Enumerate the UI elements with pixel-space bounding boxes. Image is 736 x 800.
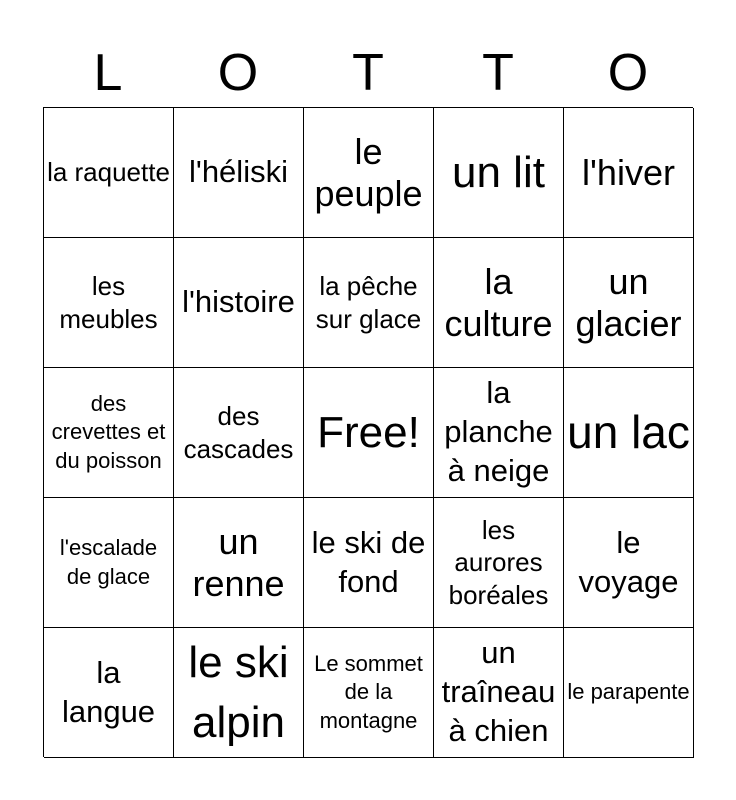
grid-cell[interactable]: [564, 368, 694, 498]
cell-text: la langue: [61, 654, 156, 729]
grid-cell[interactable]: [304, 628, 434, 758]
grid-cell[interactable]: [174, 108, 304, 238]
cell-text: Free!: [317, 407, 420, 457]
cell-text: le parapente: [567, 679, 690, 705]
cell-text: la planche à neige: [444, 375, 553, 488]
cell-text: les meubles: [59, 271, 158, 334]
grid-cell[interactable]: [564, 108, 694, 238]
grid-cell[interactable]: [434, 368, 564, 498]
grid-cell[interactable]: [174, 628, 304, 758]
grid-cell[interactable]: [44, 498, 174, 628]
cell-text: les aurores boréales: [448, 514, 549, 610]
grid-cell[interactable]: [44, 628, 174, 758]
cell-text: l'héliski: [189, 154, 288, 190]
cell-text: un glacier: [575, 261, 682, 344]
grid-cell[interactable]: [304, 108, 434, 238]
header-letter-1: L: [93, 44, 123, 102]
grid-cell[interactable]: [304, 498, 434, 628]
cell-text: un lit: [452, 147, 545, 197]
cell-text: un lac: [567, 406, 690, 459]
grid-cell[interactable]: [564, 238, 694, 368]
grid-cell[interactable]: [174, 238, 304, 368]
grid-cell[interactable]: [434, 628, 564, 758]
header-letter-2: O: [217, 44, 259, 102]
cell-text: la culture: [444, 261, 553, 344]
cell-text: l'hiver: [582, 151, 675, 193]
grid-cell[interactable]: [304, 238, 434, 368]
grid-cell[interactable]: [174, 368, 304, 498]
lotto-grid: [43, 107, 693, 757]
cell-text: un traîneau à chien: [441, 635, 556, 748]
cell-text: le ski de fond: [311, 524, 426, 599]
cell-text: la raquette: [47, 157, 170, 188]
cell-text: l'escalade de glace: [59, 534, 158, 589]
cell-text: le ski alpin: [188, 638, 289, 747]
grid-cell[interactable]: [564, 628, 694, 758]
cell-text: l'histoire: [182, 284, 295, 320]
cell-text: le peuple: [314, 131, 423, 214]
header-letter-4: T: [482, 44, 514, 102]
cell-text: un renne: [192, 521, 285, 604]
grid-cell[interactable]: [44, 108, 174, 238]
cell-text: des cascades: [183, 401, 294, 464]
cell-text: Le sommet de la montagne: [314, 650, 423, 733]
header-letter-5: O: [607, 44, 649, 102]
header-letter-3: T: [352, 44, 384, 102]
grid-cell[interactable]: [44, 368, 174, 498]
cell-text: la pêche sur glace: [315, 271, 422, 334]
grid-cell[interactable]: [434, 238, 564, 368]
free-space-cell: [304, 368, 434, 498]
grid-cell[interactable]: [434, 108, 564, 238]
cell-text: le voyage: [578, 524, 679, 599]
grid-cell[interactable]: [564, 498, 694, 628]
grid-cell[interactable]: [434, 498, 564, 628]
grid-cell[interactable]: [44, 238, 174, 368]
grid-cell[interactable]: [174, 498, 304, 628]
cell-text: des crevettes et du poisson: [51, 390, 166, 473]
lotto-header: [43, 38, 693, 108]
